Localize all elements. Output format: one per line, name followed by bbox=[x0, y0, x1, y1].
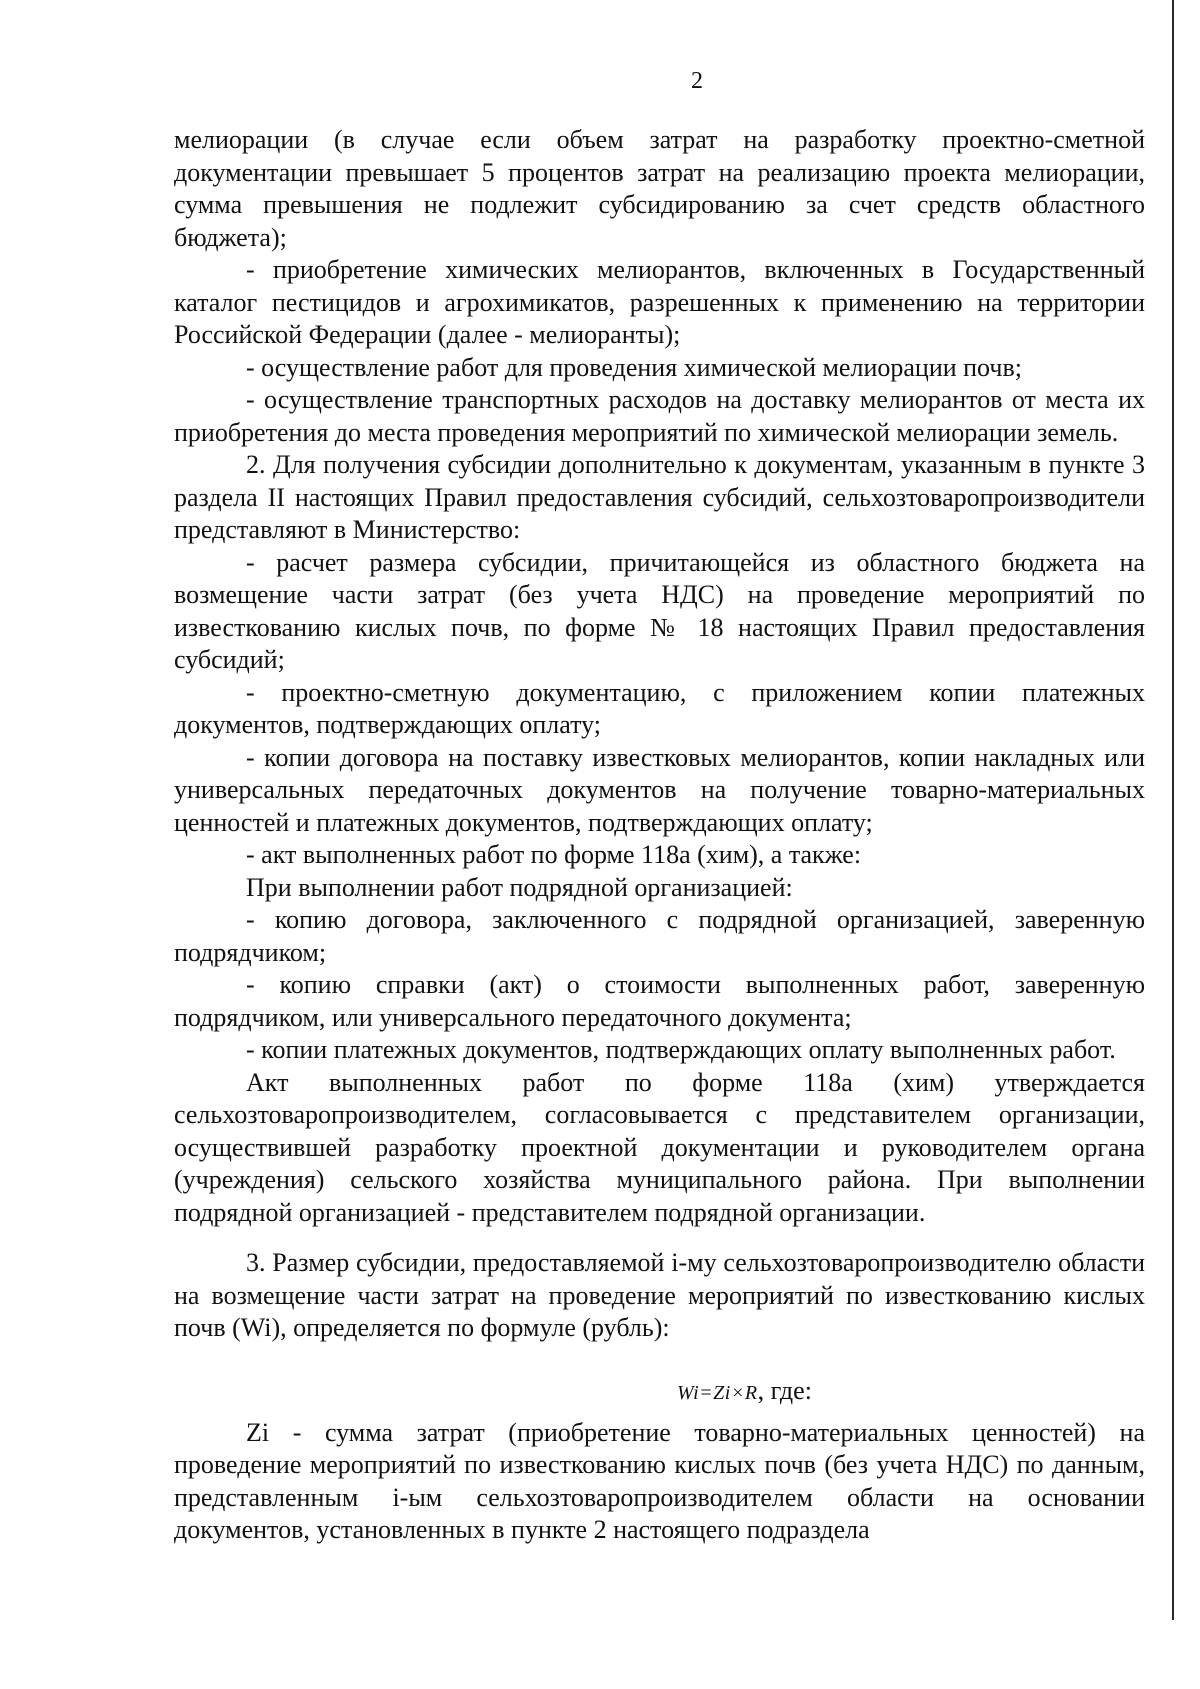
list-item-chemical-meliorants: - приобретение химических мелиорантов, включенных в Государственный каталог пестицидов и агрохимикатов, разрешенных к применению на территории Российской Федерации (далее - мелиоранты); bbox=[174, 255, 1145, 349]
paragraph-continuation: мелиорации (в случае если объем затрат на разработку проектно-сметной документации превышает 5 процентов затрат на реализацию проекта мелиорации, сумма превышения не подлежит субсидированию за счет средств областного бюджета); bbox=[174, 125, 1145, 252]
list-item-supply-contract: - копии договора на поставку известковых мелиорантов, копии накладных или универсальных передаточных документов на получение товарно-материальных ценностей и платежных документов, подтверждающих оплату; bbox=[174, 742, 1145, 837]
list-item-transport: - осуществление транспортных расходов на доставку мелиорантов от места их приобретения до места проведения мероприятий по химической мелиорации земель. bbox=[174, 385, 1145, 447]
contractor-heading: При выполнении работ подрядной организацией: bbox=[246, 872, 793, 902]
clause-2: 2. Для получения субсидии дополнительно к документам, указанным в пункте 3 раздела II настоящих Правил предоставления субсидий, сельхозтоваропроизводители представляют в Министерство: bbox=[174, 450, 1145, 544]
list-item-works: - осуществление работ для проведения химической мелиорации почв; bbox=[246, 352, 1022, 382]
list-item-payment-docs: - копии платежных документов, подтверждающих оплату выполненных работ. bbox=[246, 1035, 1116, 1064]
list-item-act: - акт выполненных работ по форме 118а (хим), а также: bbox=[246, 840, 862, 869]
list-item-cost-certificate: - копию справки (акт) о стоимости выполненных работ, заверенную подрядчиком, или универсального передаточного документа; bbox=[174, 970, 1145, 1032]
page-number: 2 bbox=[691, 68, 703, 94]
page-edge-line bbox=[1172, 0, 1174, 1620]
list-item-contractor-contract: - копию договора, заключенного с подрядной организацией, заверенную подрядчиком; bbox=[174, 905, 1145, 967]
formula-suffix: , где: bbox=[757, 1375, 812, 1405]
list-item-design-docs: - проектно-сметную документацию, с приложением копии платежных документов, подтверждающих оплату; bbox=[174, 677, 1145, 739]
clause-3: 3. Размер субсидии, предоставляемой i-му сельхозтоваропроизводителю области на возмещение части затрат на проведение мероприятий по известкованию кислых почв (Wi), определяется по формуле (рубль): bbox=[174, 1248, 1145, 1342]
document-body bbox=[174, 124, 1145, 1547]
act-approval-paragraph: Акт выполненных работ по форме 118а (хим) утверждается сельхозтоваропроизводителем, согласовывается с представителем организации, осуществившей разработку проектной документации и руководителем органа (учреждения) сельского хозяйства муниципального района. При выполнении подрядной организацией - представителем подрядной организации. bbox=[174, 1067, 1145, 1227]
formula-expression: Wi=Zi×R bbox=[677, 1381, 758, 1404]
list-item-calculation: - расчет размера субсидии, причитающейся из областного бюджета на возмещение части затрат (без учета НДС) на проведение мероприятий по известкованию кислых почв, по форме № 18 настоящих Правил предоставления субсидий; bbox=[174, 547, 1145, 674]
variable-definition-zi: Zi - сумма затрат (приобретение товарно-материальных ценностей) на проведение мероприятий по известкованию кислых почв (без учета НДС) по данным, представленным i-ым сельхозтоваропроизводителем области на основании документов, установленных в пункте 2 настоящего подраздела bbox=[174, 1417, 1145, 1544]
formula bbox=[174, 1371, 1145, 1413]
